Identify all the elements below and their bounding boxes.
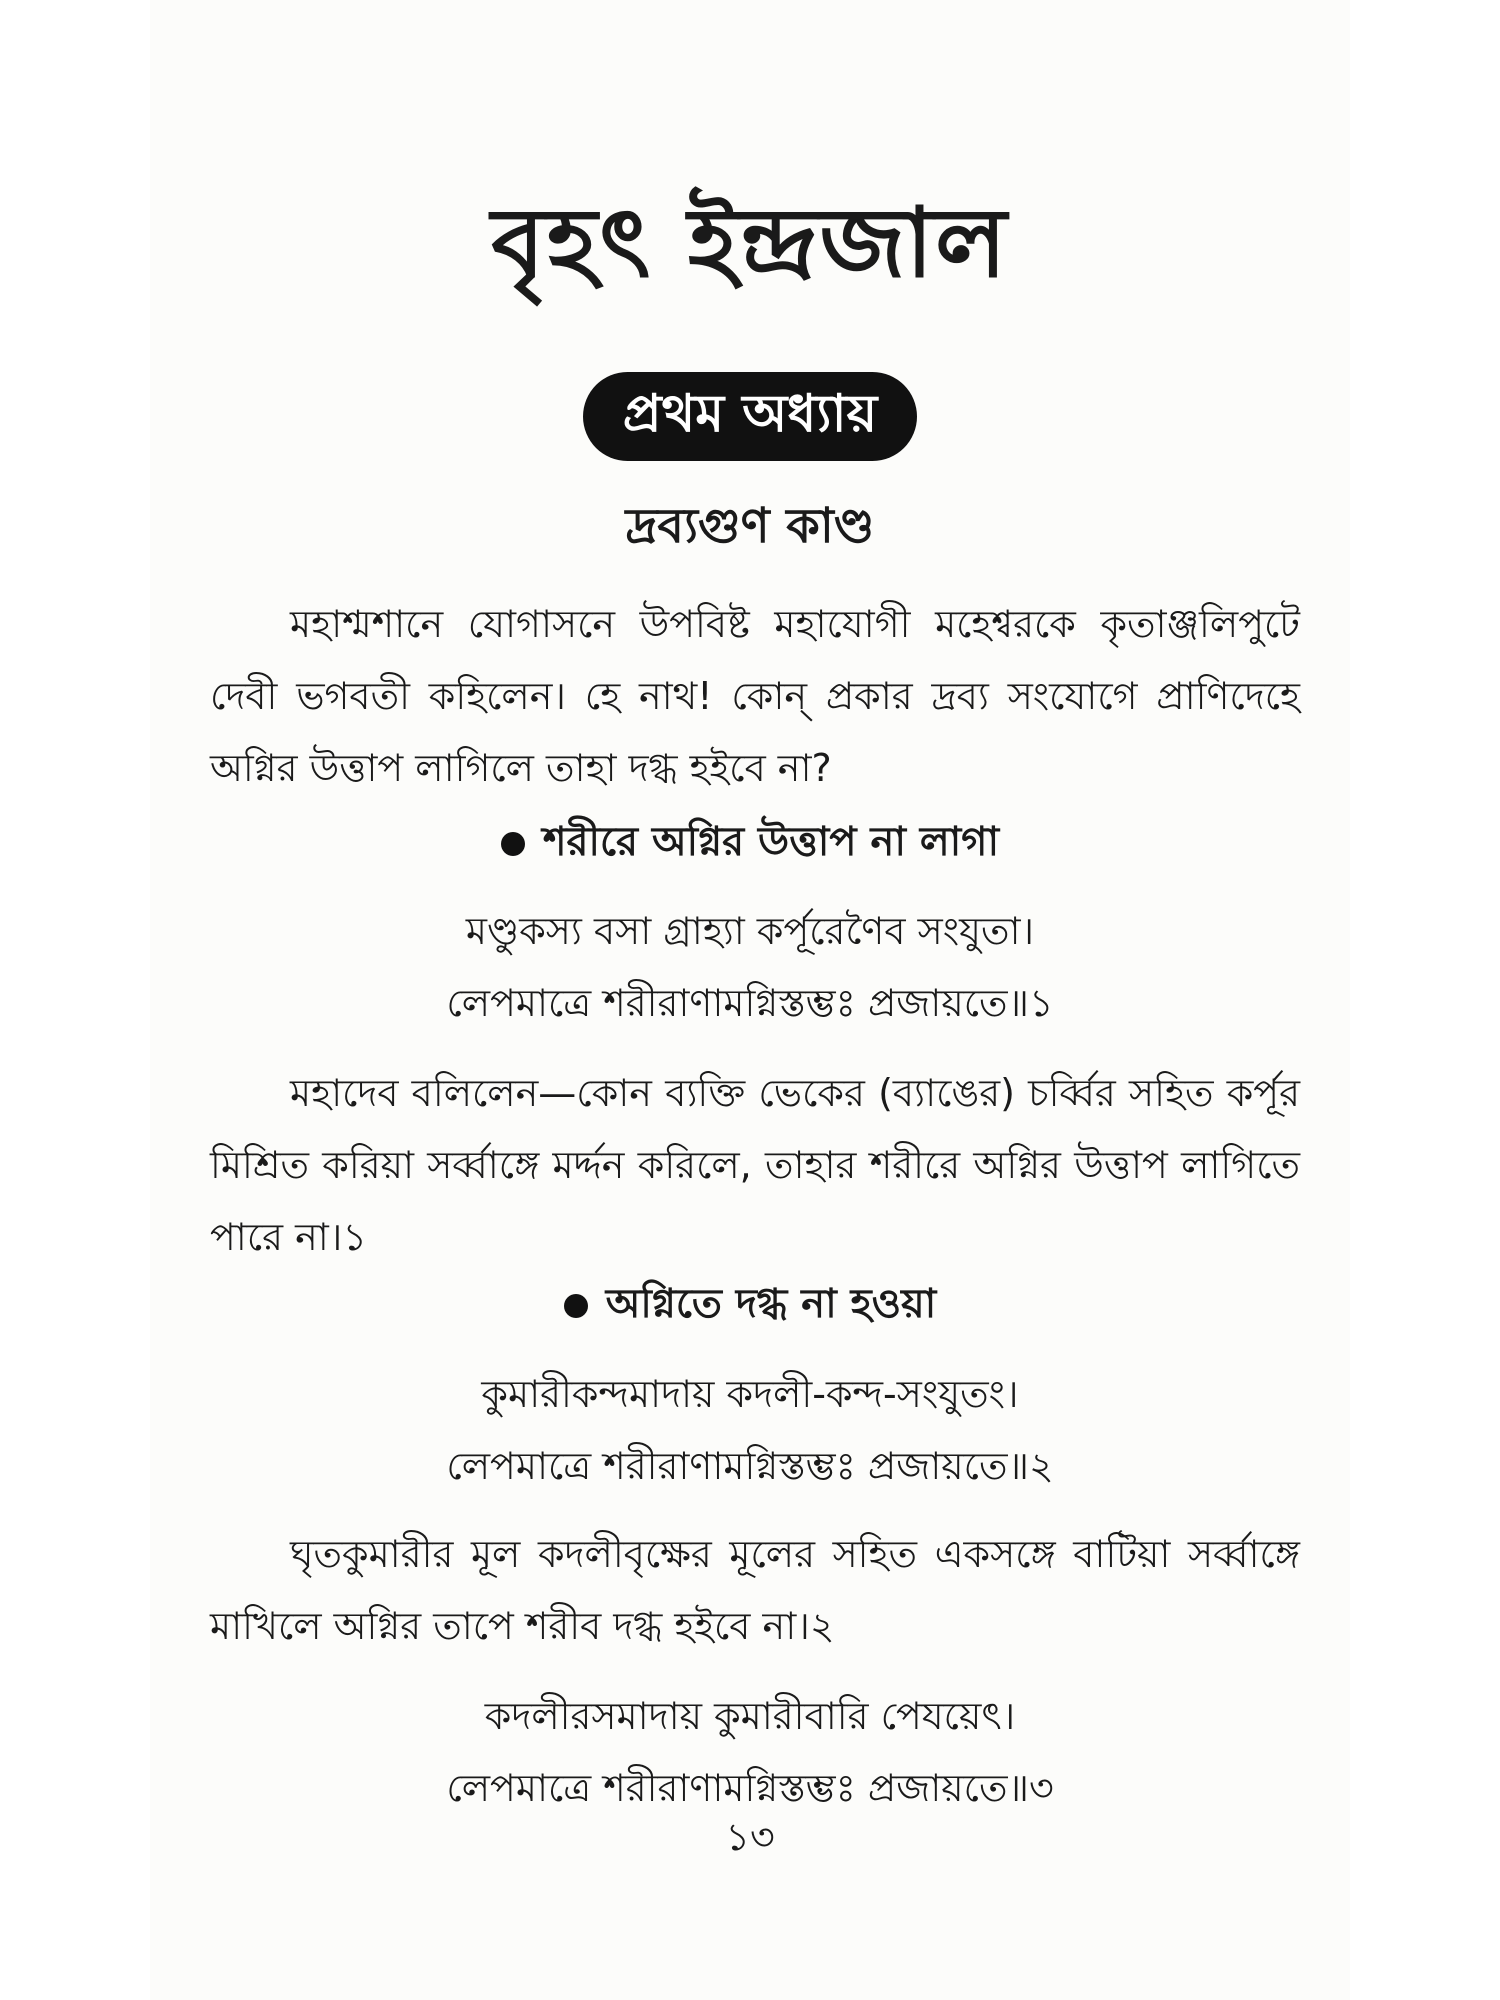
subheading-2: [150, 1280, 1350, 1328]
chapter-banner: [150, 372, 1350, 461]
verse-3: [150, 1680, 1350, 1824]
verse-3-line-2: লেপমাত্রে শরীরাণামগ্নিস্তম্ভঃ প্রজায়তে॥৩: [446, 1766, 1054, 1810]
intro-paragraph: মহাশ্মশানে যোগাসনে উপবিষ্ট মহাযোগী মহেশ্বরকে কৃতাঞ্জলিপুটে দেবী ভগবতী কহিলেন। হে নাথ! কোন্ প্রকার দ্রব্য সংযোগে প্রাণিদেহে অগ্নির উত্তাপ লাগিলে তাহা দগ্ধ হইবে না?: [210, 602, 1300, 790]
bullet-icon: [501, 832, 525, 856]
verse-2-line-2: লেপমাত্রে শরীরাণামগ্নিস্তম্ভঃ প্রজায়তে॥২: [446, 1444, 1054, 1488]
subheading-1: [150, 818, 1350, 866]
bullet-icon: [564, 1294, 588, 1318]
explanation-2: ঘৃতকুমারীর মূল কদলীবৃক্ষের মূলের সহিত একসঙ্গে বাটিয়া সর্ব্বাঙ্গে মাখিলে অগ্নির তাপে শরীব দগ্ধ হইবে না।২: [210, 1532, 1300, 1648]
verse-2-line-1: কুমারীকন্দমাদায় কদলী-কন্দ-সংযুতং।: [481, 1372, 1019, 1416]
verse-1-line-2: লেপমাত্রে শরীরাণামগ্নিস্তম্ভঃ প্রজায়তে॥১: [446, 981, 1054, 1025]
subheading-1-text: শরীরে অগ্নির উত্তাপ না লাগা: [542, 819, 1000, 865]
verse-3-line-1: কদলীরসমাদায় কুমারীবারি পেযয়েৎ।: [484, 1694, 1016, 1738]
book-title: বৃহৎ ইন্দ্রজাল: [491, 187, 1009, 299]
subheading-2-text: অগ্নিতে দগ্ধ না হওয়া: [605, 1281, 937, 1327]
section-title: দ্রব্যগুণ কাণ্ড: [625, 498, 875, 554]
page-number: ১৩: [725, 1815, 775, 1859]
chapter-label: প্রথম অধ্যায়: [583, 372, 917, 461]
verse-1: [150, 895, 1350, 1039]
verse-2: [150, 1358, 1350, 1502]
verse-1-line-1: মণ্ডুকস্য বসা গ্রাহ্যা কর্পূরেণৈব সংযুতা।: [465, 909, 1035, 953]
book-page: [150, 0, 1350, 2000]
explanation-1: মহাদেব বলিলেন—কোন ব্যক্তি ভেকের (ব্যাঙের) চর্ব্বির সহিত কর্পূর মিশ্রিত করিয়া সর্ব্বাঙ্গে মর্দ্দন করিলে, তাহার শরীরে অগ্নির উত্তাপ লাগিতে পারে না।১: [210, 1071, 1300, 1259]
